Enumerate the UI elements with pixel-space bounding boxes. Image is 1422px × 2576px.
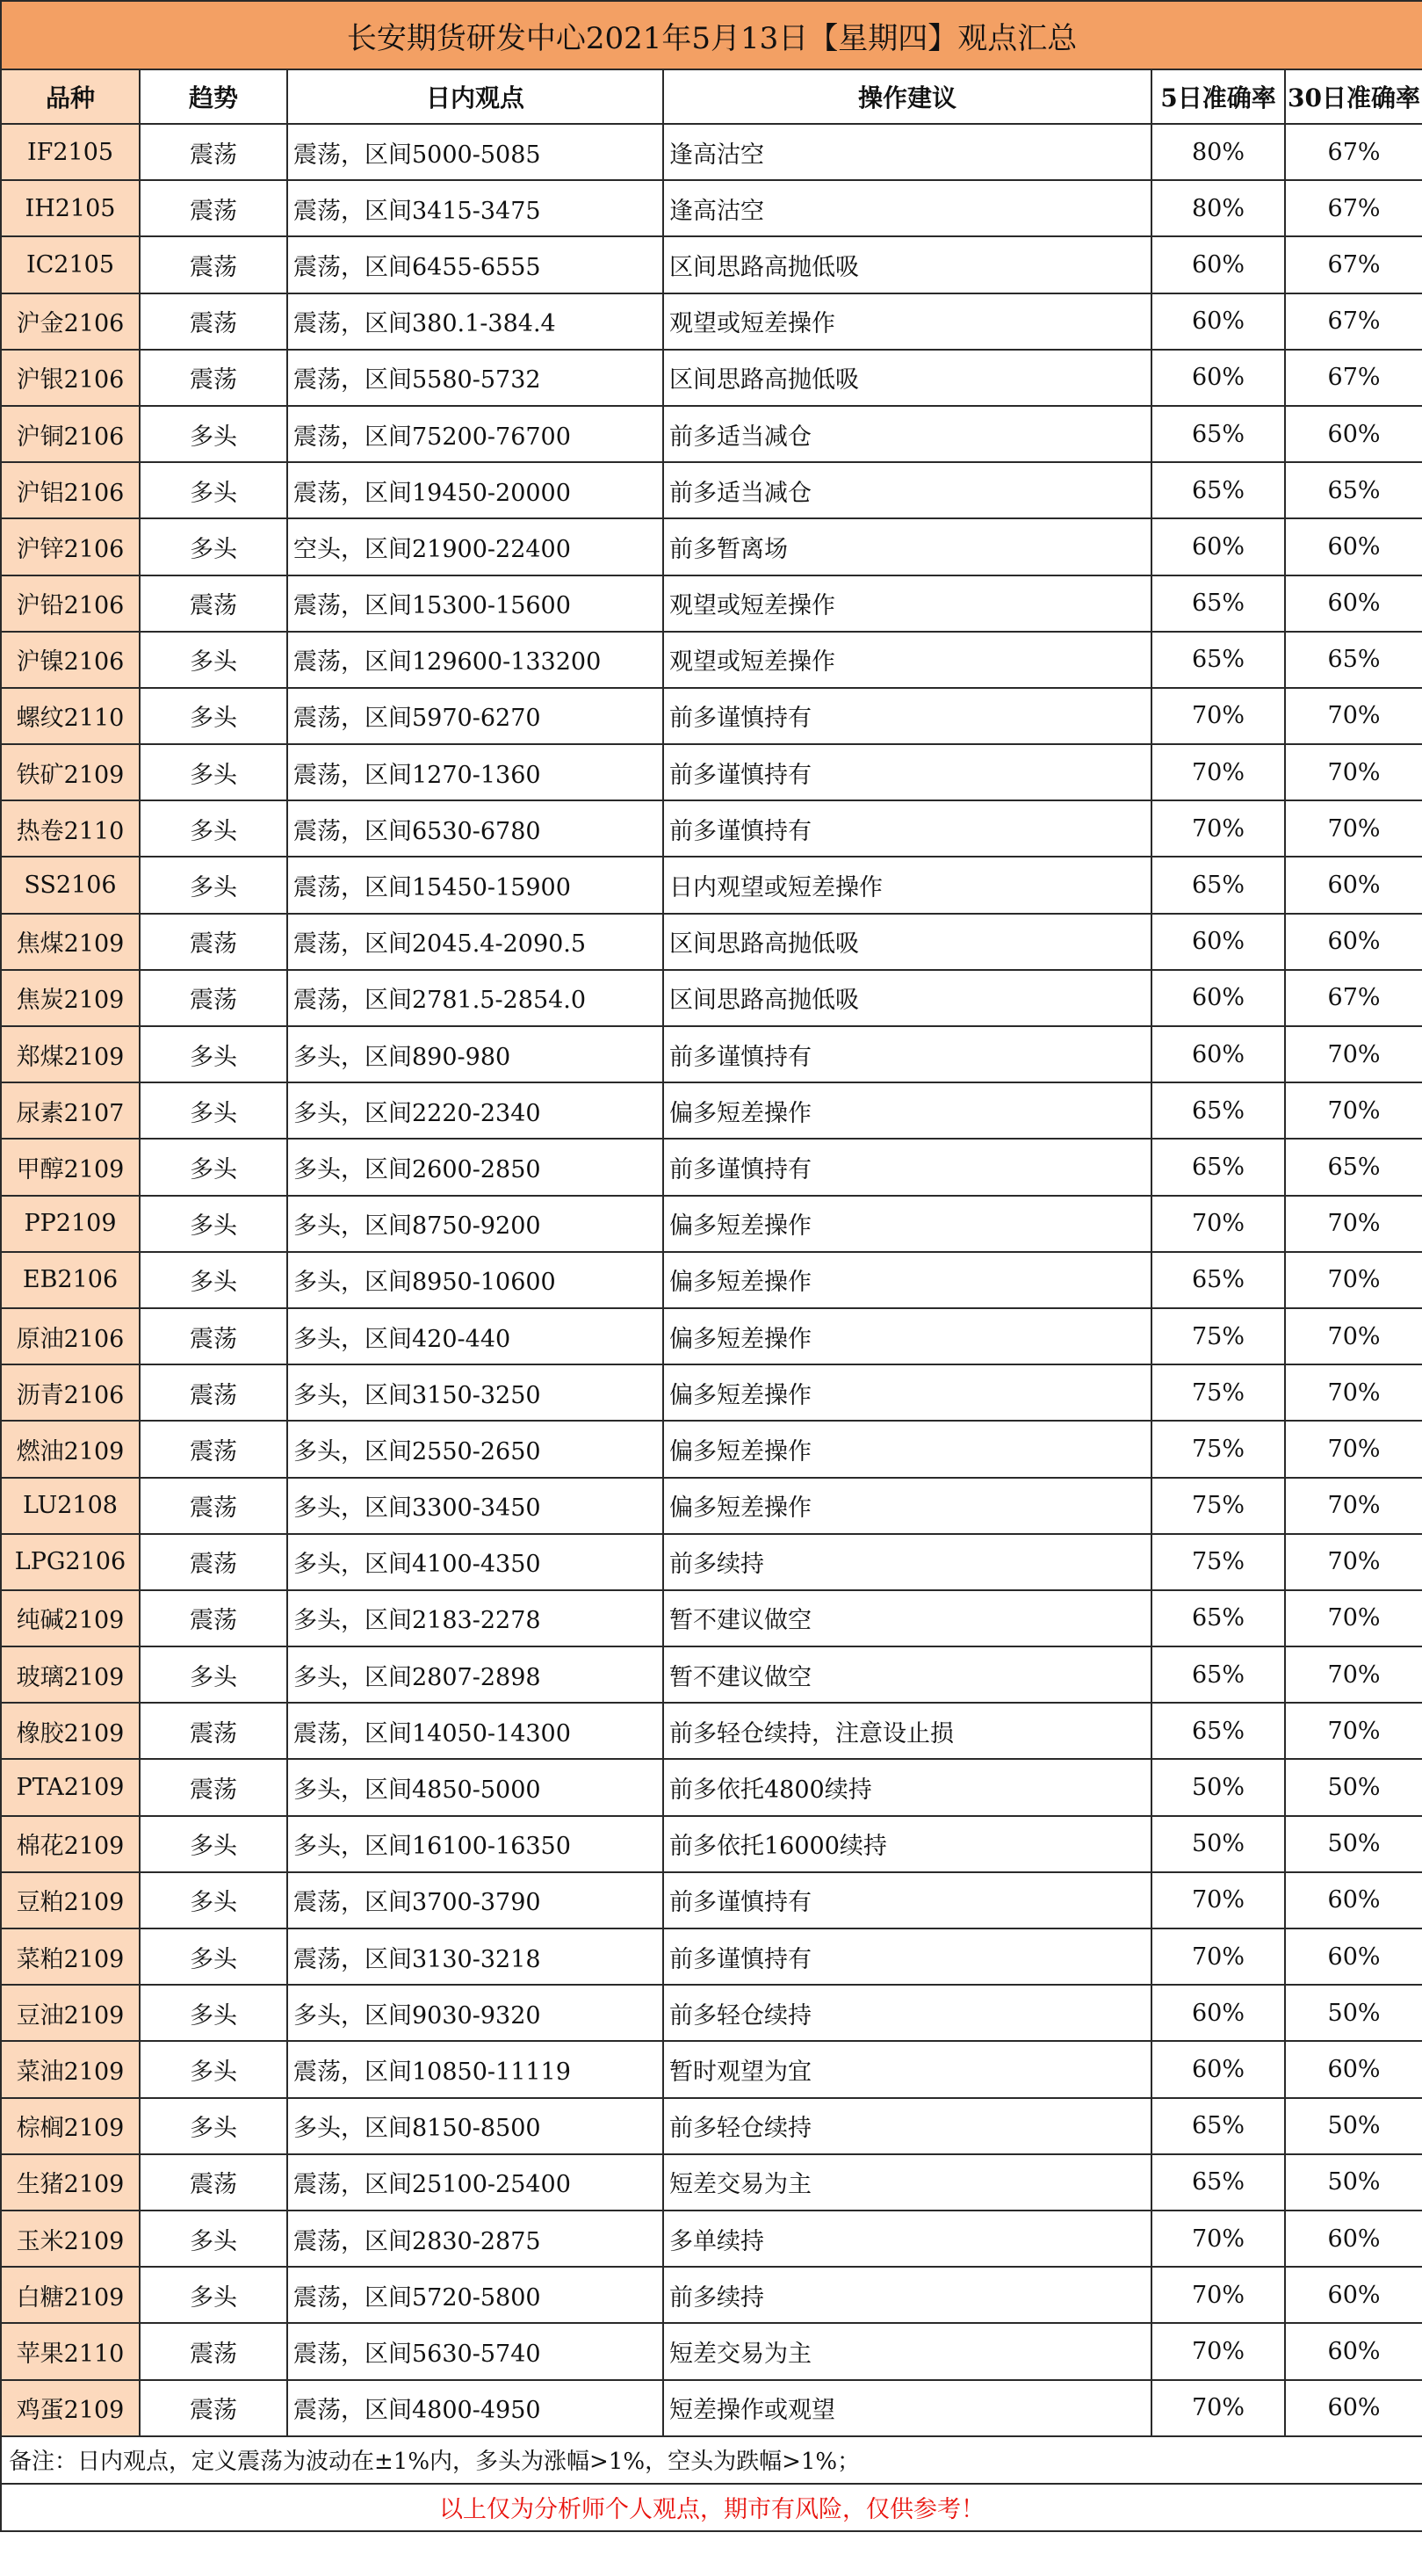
intraday-view-cell: 震荡，区间10850-11119 <box>287 2041 663 2097</box>
intraday-view-cell: 多头，区间3150-3250 <box>287 1364 663 1421</box>
table-row <box>1 1364 1422 1421</box>
intraday-view-cell: 震荡，区间2830-2875 <box>287 2211 663 2267</box>
trend-cell: 多头 <box>140 1928 287 1985</box>
trend-cell: 多头 <box>140 744 287 800</box>
suggestion-cell: 前多轻仓续持，注意设止损 <box>663 1703 1151 1759</box>
page-title: 长安期货研发中心2021年5月13日【星期四】观点汇总 <box>1 1 1422 69</box>
accuracy-5d-cell: 60% <box>1151 970 1285 1026</box>
intraday-view-cell: 震荡，区间14050-14300 <box>287 1703 663 1759</box>
accuracy-30d-cell: 60% <box>1285 2267 1422 2323</box>
accuracy-30d-cell: 70% <box>1285 1082 1422 1139</box>
header-accuracy-5d: 5日准确率 <box>1151 69 1285 124</box>
variety-cell: 玉米2109 <box>1 2211 140 2267</box>
table-row <box>1 1421 1422 1477</box>
trend-cell: 多头 <box>140 688 287 744</box>
variety-cell: IC2105 <box>1 236 140 293</box>
suggestion-cell: 日内观望或短差操作 <box>663 857 1151 913</box>
variety-cell: 生猪2109 <box>1 2154 140 2211</box>
intraday-view-cell: 多头，区间8950-10600 <box>287 1252 663 1308</box>
suggestion-cell: 逢高沽空 <box>663 124 1151 180</box>
accuracy-5d-cell: 75% <box>1151 1308 1285 1364</box>
intraday-view-cell: 震荡，区间380.1-384.4 <box>287 293 663 350</box>
accuracy-5d-cell: 65% <box>1151 1590 1285 1646</box>
variety-cell: PP2109 <box>1 1196 140 1252</box>
trend-cell: 多头 <box>140 632 287 688</box>
trend-cell: 震荡 <box>140 350 287 406</box>
variety-cell: LPG2106 <box>1 1534 140 1590</box>
accuracy-5d-cell: 65% <box>1151 1252 1285 1308</box>
accuracy-5d-cell: 65% <box>1151 857 1285 913</box>
suggestion-cell: 前多谨慎持有 <box>663 744 1151 800</box>
intraday-view-cell: 多头，区间4850-5000 <box>287 1759 663 1815</box>
accuracy-5d-cell: 60% <box>1151 2041 1285 2097</box>
accuracy-5d-cell: 70% <box>1151 2267 1285 2323</box>
variety-cell: SS2106 <box>1 857 140 913</box>
table-row <box>1 1985 1422 2041</box>
table-row <box>1 1139 1422 1195</box>
intraday-view-cell: 震荡，区间5630-5740 <box>287 2323 663 2379</box>
accuracy-30d-cell: 50% <box>1285 2154 1422 2211</box>
accuracy-30d-cell: 50% <box>1285 2098 1422 2154</box>
intraday-view-cell: 震荡，区间25100-25400 <box>287 2154 663 2211</box>
suggestion-cell: 前多谨慎持有 <box>663 1872 1151 1928</box>
trend-cell: 震荡 <box>140 1703 287 1759</box>
suggestion-cell: 暂时观望为宜 <box>663 2041 1151 2097</box>
trend-cell: 震荡 <box>140 2154 287 2211</box>
table-row <box>1 2323 1422 2379</box>
intraday-view-cell: 震荡，区间4800-4950 <box>287 2380 663 2436</box>
suggestion-cell: 短差操作或观望 <box>663 2380 1151 2436</box>
accuracy-5d-cell: 60% <box>1151 914 1285 970</box>
trend-cell: 震荡 <box>140 575 287 632</box>
suggestion-cell: 前多依托4800续持 <box>663 1759 1151 1815</box>
suggestion-cell: 偏多短差操作 <box>663 1478 1151 1534</box>
intraday-view-cell: 震荡，区间15300-15600 <box>287 575 663 632</box>
variety-cell: 苹果2110 <box>1 2323 140 2379</box>
accuracy-5d-cell: 80% <box>1151 124 1285 180</box>
suggestion-cell: 偏多短差操作 <box>663 1196 1151 1252</box>
intraday-view-cell: 多头，区间16100-16350 <box>287 1816 663 1872</box>
accuracy-30d-cell: 67% <box>1285 236 1422 293</box>
table-row <box>1 2211 1422 2267</box>
accuracy-5d-cell: 70% <box>1151 2211 1285 2267</box>
table-row <box>1 1026 1422 1082</box>
trend-cell: 多头 <box>140 1252 287 1308</box>
suggestion-cell: 暂不建议做空 <box>663 1646 1151 1703</box>
suggestion-cell: 区间思路高抛低吸 <box>663 350 1151 406</box>
table-row <box>1 124 1422 180</box>
suggestion-cell: 区间思路高抛低吸 <box>663 236 1151 293</box>
suggestion-cell: 偏多短差操作 <box>663 1421 1151 1477</box>
intraday-view-cell: 多头，区间2550-2650 <box>287 1421 663 1477</box>
trend-cell: 多头 <box>140 1082 287 1139</box>
intraday-view-cell: 震荡，区间129600-133200 <box>287 632 663 688</box>
variety-cell: IF2105 <box>1 124 140 180</box>
header-intraday-view: 日内观点 <box>287 69 663 124</box>
table-row <box>1 406 1422 462</box>
header-variety: 品种 <box>1 69 140 124</box>
intraday-view-cell: 多头，区间420-440 <box>287 1308 663 1364</box>
suggestion-cell: 短差交易为主 <box>663 2323 1151 2379</box>
accuracy-5d-cell: 75% <box>1151 1364 1285 1421</box>
intraday-view-cell: 震荡，区间6530-6780 <box>287 800 663 857</box>
accuracy-30d-cell: 70% <box>1285 1308 1422 1364</box>
suggestion-cell: 偏多短差操作 <box>663 1082 1151 1139</box>
suggestion-cell: 前多适当减仓 <box>663 462 1151 518</box>
accuracy-5d-cell: 65% <box>1151 2098 1285 2154</box>
suggestion-cell: 区间思路高抛低吸 <box>663 970 1151 1026</box>
accuracy-30d-cell: 67% <box>1285 350 1422 406</box>
intraday-view-cell: 震荡，区间1270-1360 <box>287 744 663 800</box>
intraday-view-cell: 多头，区间2183-2278 <box>287 1590 663 1646</box>
variety-cell: 沪铅2106 <box>1 575 140 632</box>
trend-cell: 多头 <box>140 1026 287 1082</box>
variety-cell: 沪锌2106 <box>1 518 140 575</box>
accuracy-5d-cell: 65% <box>1151 632 1285 688</box>
accuracy-30d-cell: 60% <box>1285 1928 1422 1985</box>
suggestion-cell: 逢高沽空 <box>663 180 1151 236</box>
header-accuracy-30d: 30日准确率 <box>1285 69 1422 124</box>
accuracy-5d-cell: 70% <box>1151 744 1285 800</box>
accuracy-5d-cell: 65% <box>1151 1646 1285 1703</box>
accuracy-5d-cell: 60% <box>1151 518 1285 575</box>
accuracy-30d-cell: 50% <box>1285 1985 1422 2041</box>
accuracy-5d-cell: 70% <box>1151 2323 1285 2379</box>
variety-cell: 尿素2107 <box>1 1082 140 1139</box>
table-row <box>1 1872 1422 1928</box>
suggestion-cell: 偏多短差操作 <box>663 1308 1151 1364</box>
suggestion-cell: 暂不建议做空 <box>663 1590 1151 1646</box>
accuracy-30d-cell: 70% <box>1285 1364 1422 1421</box>
accuracy-30d-cell: 65% <box>1285 632 1422 688</box>
suggestion-cell: 短差交易为主 <box>663 2154 1151 2211</box>
accuracy-30d-cell: 67% <box>1285 293 1422 350</box>
accuracy-30d-cell: 70% <box>1285 800 1422 857</box>
accuracy-5d-cell: 75% <box>1151 1421 1285 1477</box>
variety-cell: LU2108 <box>1 1478 140 1534</box>
variety-cell: 郑煤2109 <box>1 1026 140 1082</box>
accuracy-5d-cell: 60% <box>1151 293 1285 350</box>
variety-cell: 橡胶2109 <box>1 1703 140 1759</box>
variety-cell: 原油2106 <box>1 1308 140 1364</box>
trend-cell: 震荡 <box>140 1590 287 1646</box>
accuracy-5d-cell: 65% <box>1151 575 1285 632</box>
variety-cell: 菜粕2109 <box>1 1928 140 1985</box>
suggestion-cell: 前多续持 <box>663 2267 1151 2323</box>
variety-cell: 焦炭2109 <box>1 970 140 1026</box>
suggestion-cell: 前多暂离场 <box>663 518 1151 575</box>
trend-cell: 多头 <box>140 857 287 913</box>
variety-cell: EB2106 <box>1 1252 140 1308</box>
accuracy-30d-cell: 70% <box>1285 1421 1422 1477</box>
accuracy-30d-cell: 67% <box>1285 124 1422 180</box>
accuracy-30d-cell: 50% <box>1285 1759 1422 1815</box>
suggestion-cell: 多单续持 <box>663 2211 1151 2267</box>
variety-cell: IH2105 <box>1 180 140 236</box>
variety-cell: 铁矿2109 <box>1 744 140 800</box>
intraday-view-cell: 震荡，区间3130-3218 <box>287 1928 663 1985</box>
accuracy-5d-cell: 70% <box>1151 1928 1285 1985</box>
intraday-view-cell: 多头，区间8150-8500 <box>287 2098 663 2154</box>
accuracy-30d-cell: 70% <box>1285 1252 1422 1308</box>
accuracy-5d-cell: 50% <box>1151 1816 1285 1872</box>
intraday-view-cell: 多头，区间2600-2850 <box>287 1139 663 1195</box>
intraday-view-cell: 震荡，区间5970-6270 <box>287 688 663 744</box>
trend-cell: 多头 <box>140 518 287 575</box>
accuracy-5d-cell: 75% <box>1151 1534 1285 1590</box>
table-row <box>1 1646 1422 1703</box>
table-row <box>1 462 1422 518</box>
table-row <box>1 575 1422 632</box>
trend-cell: 多头 <box>140 1816 287 1872</box>
intraday-view-cell: 震荡，区间5000-5085 <box>287 124 663 180</box>
trend-cell: 多头 <box>140 800 287 857</box>
accuracy-5d-cell: 70% <box>1151 2380 1285 2436</box>
table-row <box>1 2380 1422 2436</box>
accuracy-5d-cell: 70% <box>1151 688 1285 744</box>
header-row <box>1 69 1422 124</box>
variety-cell: 甲醇2109 <box>1 1139 140 1195</box>
variety-cell: 棕榈2109 <box>1 2098 140 2154</box>
trend-cell: 震荡 <box>140 2323 287 2379</box>
table-row <box>1 518 1422 575</box>
table-row <box>1 744 1422 800</box>
intraday-view-cell: 多头，区间890-980 <box>287 1026 663 1082</box>
accuracy-30d-cell: 60% <box>1285 2041 1422 2097</box>
table-row <box>1 1082 1422 1139</box>
table-row <box>1 914 1422 970</box>
table-row <box>1 1196 1422 1252</box>
table-row <box>1 2098 1422 2154</box>
intraday-view-cell: 震荡，区间5580-5732 <box>287 350 663 406</box>
variety-cell: 沪金2106 <box>1 293 140 350</box>
accuracy-30d-cell: 60% <box>1285 518 1422 575</box>
accuracy-30d-cell: 70% <box>1285 1646 1422 1703</box>
accuracy-30d-cell: 70% <box>1285 688 1422 744</box>
trend-cell: 多头 <box>140 406 287 462</box>
header-trend: 趋势 <box>140 69 287 124</box>
accuracy-5d-cell: 60% <box>1151 1985 1285 2041</box>
trend-cell: 震荡 <box>140 1478 287 1534</box>
trend-cell: 震荡 <box>140 1308 287 1364</box>
accuracy-5d-cell: 65% <box>1151 1139 1285 1195</box>
accuracy-30d-cell: 70% <box>1285 1534 1422 1590</box>
trend-cell: 震荡 <box>140 1534 287 1590</box>
accuracy-30d-cell: 70% <box>1285 744 1422 800</box>
accuracy-5d-cell: 65% <box>1151 406 1285 462</box>
variety-cell: 焦煤2109 <box>1 914 140 970</box>
intraday-view-cell: 震荡，区间2781.5-2854.0 <box>287 970 663 1026</box>
intraday-view-cell: 多头，区间2807-2898 <box>287 1646 663 1703</box>
table-row <box>1 350 1422 406</box>
accuracy-5d-cell: 60% <box>1151 350 1285 406</box>
accuracy-30d-cell: 70% <box>1285 1026 1422 1082</box>
trend-cell: 震荡 <box>140 1759 287 1815</box>
trend-cell: 震荡 <box>140 970 287 1026</box>
suggestion-cell: 前多谨慎持有 <box>663 1139 1151 1195</box>
intraday-view-cell: 震荡，区间5720-5800 <box>287 2267 663 2323</box>
suggestion-cell: 前多谨慎持有 <box>663 688 1151 744</box>
trend-cell: 多头 <box>140 2098 287 2154</box>
table-row <box>1 236 1422 293</box>
accuracy-5d-cell: 80% <box>1151 180 1285 236</box>
suggestion-cell: 偏多短差操作 <box>663 1252 1151 1308</box>
variety-cell: 菜油2109 <box>1 2041 140 2097</box>
table-row <box>1 1590 1422 1646</box>
intraday-view-cell: 多头，区间9030-9320 <box>287 1985 663 2041</box>
accuracy-30d-cell: 60% <box>1285 857 1422 913</box>
intraday-view-cell: 多头，区间2220-2340 <box>287 1082 663 1139</box>
accuracy-30d-cell: 60% <box>1285 406 1422 462</box>
suggestion-cell: 前多适当减仓 <box>663 406 1151 462</box>
intraday-view-cell: 多头，区间4100-4350 <box>287 1534 663 1590</box>
table-row <box>1 1308 1422 1364</box>
accuracy-5d-cell: 60% <box>1151 236 1285 293</box>
variety-cell: 沪铝2106 <box>1 462 140 518</box>
variety-cell: 鸡蛋2109 <box>1 2380 140 2436</box>
accuracy-30d-cell: 60% <box>1285 2380 1422 2436</box>
trend-cell: 多头 <box>140 1196 287 1252</box>
accuracy-30d-cell: 60% <box>1285 914 1422 970</box>
table-row <box>1 1759 1422 1815</box>
intraday-view-cell: 震荡，区间19450-20000 <box>287 462 663 518</box>
accuracy-30d-cell: 67% <box>1285 970 1422 1026</box>
intraday-view-cell: 震荡，区间15450-15900 <box>287 857 663 913</box>
footnote: 备注：日内观点，定义震荡为波动在±1%内，多头为涨幅>1%，空头为跌幅>1%； <box>1 2436 1422 2484</box>
accuracy-5d-cell: 50% <box>1151 1759 1285 1815</box>
variety-cell: 燃油2109 <box>1 1421 140 1477</box>
accuracy-30d-cell: 60% <box>1285 2211 1422 2267</box>
trend-cell: 多头 <box>140 2267 287 2323</box>
trend-cell: 震荡 <box>140 1421 287 1477</box>
accuracy-5d-cell: 70% <box>1151 800 1285 857</box>
variety-cell: 螺纹2110 <box>1 688 140 744</box>
table-row <box>1 1816 1422 1872</box>
table-row <box>1 632 1422 688</box>
variety-cell: PTA2109 <box>1 1759 140 1815</box>
accuracy-5d-cell: 75% <box>1151 1478 1285 1534</box>
accuracy-30d-cell: 65% <box>1285 1139 1422 1195</box>
variety-cell: 沪镍2106 <box>1 632 140 688</box>
trend-cell: 震荡 <box>140 180 287 236</box>
suggestion-cell: 偏多短差操作 <box>663 1364 1151 1421</box>
trend-cell: 多头 <box>140 2211 287 2267</box>
table-row <box>1 970 1422 1026</box>
trend-cell: 多头 <box>140 462 287 518</box>
trend-cell: 震荡 <box>140 1364 287 1421</box>
header-suggestion: 操作建议 <box>663 69 1151 124</box>
table-row <box>1 1928 1422 1985</box>
trend-cell: 震荡 <box>140 2380 287 2436</box>
accuracy-30d-cell: 60% <box>1285 1872 1422 1928</box>
variety-cell: 纯碱2109 <box>1 1590 140 1646</box>
suggestion-cell: 前多谨慎持有 <box>663 1928 1151 1985</box>
suggestion-cell: 观望或短差操作 <box>663 575 1151 632</box>
suggestion-cell: 前多谨慎持有 <box>663 800 1151 857</box>
trend-cell: 震荡 <box>140 293 287 350</box>
table-row <box>1 1534 1422 1590</box>
variety-cell: 豆粕2109 <box>1 1872 140 1928</box>
table-row <box>1 1252 1422 1308</box>
intraday-view-cell: 震荡，区间3415-3475 <box>287 180 663 236</box>
variety-cell: 沪银2106 <box>1 350 140 406</box>
intraday-view-cell: 震荡，区间6455-6555 <box>287 236 663 293</box>
trend-cell: 多头 <box>140 1872 287 1928</box>
accuracy-30d-cell: 65% <box>1285 462 1422 518</box>
table-row <box>1 1478 1422 1534</box>
suggestion-cell: 观望或短差操作 <box>663 293 1151 350</box>
trend-cell: 多头 <box>140 1139 287 1195</box>
trend-cell: 多头 <box>140 2041 287 2097</box>
variety-cell: 沥青2106 <box>1 1364 140 1421</box>
accuracy-5d-cell: 65% <box>1151 2154 1285 2211</box>
variety-cell: 玻璃2109 <box>1 1646 140 1703</box>
variety-cell: 沪铜2106 <box>1 406 140 462</box>
trend-cell: 多头 <box>140 1646 287 1703</box>
table-row <box>1 293 1422 350</box>
intraday-view-cell: 多头，区间8750-9200 <box>287 1196 663 1252</box>
intraday-view-cell: 震荡，区间3700-3790 <box>287 1872 663 1928</box>
table-row <box>1 180 1422 236</box>
disclaimer: 以上仅为分析师个人观点，期市有风险，仅供参考！ <box>1 2484 1422 2531</box>
table-row <box>1 688 1422 744</box>
table-body <box>1 124 1422 2436</box>
suggestion-cell: 前多依托16000续持 <box>663 1816 1151 1872</box>
variety-cell: 热卷2110 <box>1 800 140 857</box>
accuracy-5d-cell: 70% <box>1151 1196 1285 1252</box>
trend-cell: 震荡 <box>140 914 287 970</box>
variety-cell: 白糖2109 <box>1 2267 140 2323</box>
accuracy-30d-cell: 70% <box>1285 1590 1422 1646</box>
accuracy-30d-cell: 70% <box>1285 1196 1422 1252</box>
table-row <box>1 800 1422 857</box>
accuracy-5d-cell: 65% <box>1151 1082 1285 1139</box>
variety-cell: 棉花2109 <box>1 1816 140 1872</box>
intraday-view-cell: 多头，区间3300-3450 <box>287 1478 663 1534</box>
accuracy-30d-cell: 70% <box>1285 1478 1422 1534</box>
intraday-view-cell: 空头，区间21900-22400 <box>287 518 663 575</box>
suggestion-cell: 前多续持 <box>663 1534 1151 1590</box>
accuracy-30d-cell: 60% <box>1285 2323 1422 2379</box>
accuracy-30d-cell: 70% <box>1285 1703 1422 1759</box>
accuracy-30d-cell: 60% <box>1285 575 1422 632</box>
table-row <box>1 857 1422 913</box>
accuracy-30d-cell: 67% <box>1285 180 1422 236</box>
suggestion-cell: 观望或短差操作 <box>663 632 1151 688</box>
accuracy-5d-cell: 65% <box>1151 462 1285 518</box>
trend-cell: 震荡 <box>140 236 287 293</box>
trend-cell: 震荡 <box>140 124 287 180</box>
accuracy-30d-cell: 50% <box>1285 1816 1422 1872</box>
suggestion-cell: 区间思路高抛低吸 <box>663 914 1151 970</box>
table-row <box>1 2267 1422 2323</box>
suggestion-cell: 前多轻仓续持 <box>663 2098 1151 2154</box>
accuracy-5d-cell: 70% <box>1151 1872 1285 1928</box>
suggestion-cell: 前多谨慎持有 <box>663 1026 1151 1082</box>
trend-cell: 多头 <box>140 1985 287 2041</box>
suggestion-cell: 前多轻仓续持 <box>663 1985 1151 2041</box>
variety-cell: 豆油2109 <box>1 1985 140 2041</box>
accuracy-5d-cell: 60% <box>1151 1026 1285 1082</box>
accuracy-5d-cell: 65% <box>1151 1703 1285 1759</box>
intraday-view-cell: 震荡，区间2045.4-2090.5 <box>287 914 663 970</box>
table-row <box>1 2041 1422 2097</box>
table-row <box>1 1703 1422 1759</box>
intraday-view-cell: 震荡，区间75200-76700 <box>287 406 663 462</box>
table-row <box>1 2154 1422 2211</box>
